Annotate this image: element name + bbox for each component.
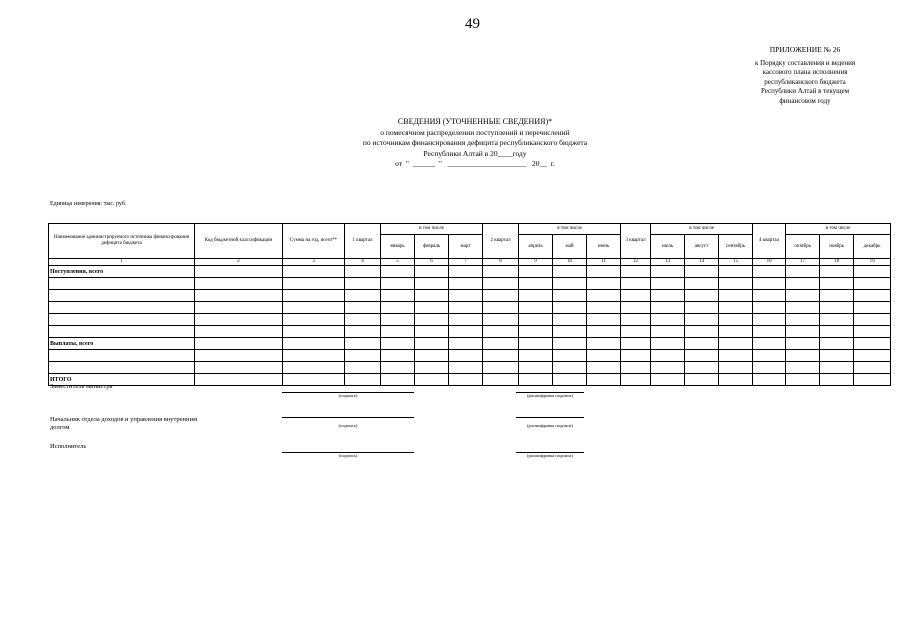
table-cell [786, 266, 820, 278]
column-number: 15 [719, 259, 753, 266]
signature-name-line [516, 417, 584, 418]
appendix-line: к Порядку составления и ведения [754, 58, 856, 67]
table-row [49, 290, 891, 302]
table-cell [651, 326, 685, 338]
table-row [49, 362, 891, 374]
table-cell [587, 278, 621, 290]
column-number: 10 [553, 259, 587, 266]
table-cell [553, 290, 587, 302]
table-cell [449, 374, 483, 386]
appendix-line: кассового плана исполнения [762, 68, 848, 76]
signature-name-caption: (расшифровка подписи) [527, 393, 573, 398]
header-in-total: в том числе [651, 224, 753, 235]
column-number: 14 [685, 259, 719, 266]
table-cell [651, 362, 685, 374]
row-label [49, 278, 195, 290]
header-name: Наименование администрируемого источника финансирования дефицита бюджета [49, 224, 195, 259]
table-cell [483, 278, 519, 290]
table-cell [449, 314, 483, 326]
signature-role: Начальник отдела доходов и управления внутренним долгом [50, 416, 198, 431]
table-cell [854, 374, 891, 386]
column-number: 16 [753, 259, 786, 266]
table-cell [415, 338, 449, 350]
table-cell [345, 278, 381, 290]
table-cell [483, 350, 519, 362]
table-cell [553, 362, 587, 374]
heading-line: по источникам финансирования дефицита республиканского бюджета [362, 138, 588, 147]
table-cell [753, 290, 786, 302]
table-cell [651, 266, 685, 278]
column-number: 5 [381, 259, 415, 266]
table-cell [283, 350, 345, 362]
table-row [49, 314, 891, 326]
table-cell [786, 290, 820, 302]
table-cell [381, 278, 415, 290]
column-number: 12 [621, 259, 651, 266]
column-number: 4 [345, 259, 381, 266]
table-cell [621, 266, 651, 278]
header-month: апрель [519, 235, 553, 259]
table-cell [195, 290, 283, 302]
table-cell [786, 362, 820, 374]
table-cell [519, 266, 553, 278]
table-cell [519, 326, 553, 338]
document-title: СВЕДЕНИЯ (УТОЧНЕННЫЕ СВЕДЕНИЯ)* [397, 117, 553, 126]
table-cell [820, 362, 854, 374]
header-month: февраль [415, 235, 449, 259]
table-cell [381, 302, 415, 314]
table-cell [719, 302, 753, 314]
column-number: 9 [519, 259, 553, 266]
table-cell [345, 302, 381, 314]
table-cell [345, 314, 381, 326]
report-table [48, 223, 891, 386]
table-cell [820, 338, 854, 350]
header-code: Код бюджетной классификации [195, 224, 283, 259]
table-cell [753, 374, 786, 386]
table-cell [786, 278, 820, 290]
table-cell [587, 290, 621, 302]
signature-line [282, 417, 414, 418]
table-cell [753, 314, 786, 326]
table-cell [587, 302, 621, 314]
table-cell [195, 350, 283, 362]
table-cell [854, 350, 891, 362]
row-label [49, 350, 195, 362]
table-cell [820, 278, 854, 290]
table-cell [621, 302, 651, 314]
table-cell [719, 326, 753, 338]
header-in-total: в том числе [519, 224, 621, 235]
table-row [49, 326, 891, 338]
table-cell [483, 290, 519, 302]
table-cell [719, 314, 753, 326]
appendix-line: финансовом году [779, 96, 831, 105]
appendix-block [735, 45, 875, 106]
heading-line: о помесячном распределении поступлений и перечислений [380, 127, 570, 137]
table-cell [381, 314, 415, 326]
table-cell [283, 278, 345, 290]
column-number: 3 [283, 259, 345, 266]
table-cell [381, 326, 415, 338]
table-cell [483, 362, 519, 374]
header-month: сентябрь [719, 235, 753, 259]
table-cell [195, 374, 283, 386]
header-month: ноябрь [820, 235, 854, 259]
table-cell [587, 314, 621, 326]
row-label [49, 302, 195, 314]
table-cell [786, 302, 820, 314]
header-month: декабрь [854, 235, 891, 259]
table-cell [345, 266, 381, 278]
column-number: 1 [49, 259, 195, 266]
column-number: 6 [415, 259, 449, 266]
table-cell [820, 350, 854, 362]
appendix-title: ПРИЛОЖЕНИЕ № 26 [769, 45, 841, 54]
table-cell [719, 278, 753, 290]
signature-caption: (подпись) [338, 453, 358, 458]
table-cell [753, 338, 786, 350]
table-cell [854, 278, 891, 290]
table-cell [651, 278, 685, 290]
page-number: 49 [465, 16, 480, 32]
table-cell [719, 374, 753, 386]
header-in-total: в том числе [381, 224, 483, 235]
table-cell [553, 266, 587, 278]
table-cell [283, 290, 345, 302]
table-cell [345, 374, 381, 386]
signature-name-caption: (расшифровка подписи) [527, 423, 573, 428]
header-month: июль [651, 235, 685, 259]
table-cell [519, 314, 553, 326]
table-cell [195, 362, 283, 374]
heading-line: Республики Алтай в 20____году [423, 148, 527, 158]
table-cell [820, 290, 854, 302]
column-number-row [49, 259, 891, 266]
table-cell [415, 326, 449, 338]
table-row [49, 350, 891, 362]
table-cell [651, 374, 685, 386]
table-cell [345, 350, 381, 362]
table-cell [381, 266, 415, 278]
table-cell [685, 278, 719, 290]
table-cell [483, 338, 519, 350]
table-cell [553, 338, 587, 350]
table-cell [685, 266, 719, 278]
table-cell [519, 374, 553, 386]
signature-name-caption: (расшифровка подписи) [527, 453, 573, 458]
header-month: январь [381, 235, 415, 259]
table-cell [621, 362, 651, 374]
signature-caption: (подпись) [338, 393, 358, 398]
header-month: март [449, 235, 483, 259]
table-cell [415, 314, 449, 326]
table-cell [519, 362, 553, 374]
table-cell [685, 374, 719, 386]
table-cell [719, 338, 753, 350]
table-cell [854, 314, 891, 326]
table-cell [519, 302, 553, 314]
table-cell [820, 302, 854, 314]
table-cell [519, 350, 553, 362]
table-cell [345, 326, 381, 338]
table-cell [449, 290, 483, 302]
table-cell [345, 362, 381, 374]
table-cell [519, 338, 553, 350]
table-cell [786, 338, 820, 350]
header-month: август [685, 235, 719, 259]
table-cell [685, 362, 719, 374]
table-cell [195, 314, 283, 326]
table-cell [553, 314, 587, 326]
table-cell [753, 302, 786, 314]
table-cell [483, 326, 519, 338]
table-cell [483, 314, 519, 326]
table-cell [415, 302, 449, 314]
table-cell [195, 302, 283, 314]
signature-caption: (подпись) [338, 423, 358, 428]
table-cell [621, 314, 651, 326]
header-quarter-4: 4 квартал [753, 224, 786, 259]
table-cell [415, 374, 449, 386]
header-sum: Сумма на год, всего** [283, 224, 345, 259]
table-cell [449, 362, 483, 374]
table-cell [786, 314, 820, 326]
table-cell [449, 302, 483, 314]
table-cell [753, 326, 786, 338]
table-cell [195, 338, 283, 350]
table-cell [786, 374, 820, 386]
row-label [49, 326, 195, 338]
table-cell [621, 338, 651, 350]
header-in-total: в том числе [786, 224, 891, 235]
table-cell [685, 314, 719, 326]
table-cell [415, 350, 449, 362]
table-cell [719, 290, 753, 302]
document-heading [275, 117, 675, 170]
header-quarter-3: 3 квартал [621, 224, 651, 259]
table-cell [345, 338, 381, 350]
table-cell [854, 266, 891, 278]
table-cell [553, 350, 587, 362]
table-cell [685, 338, 719, 350]
table-cell [587, 266, 621, 278]
table-cell [415, 290, 449, 302]
table-cell [553, 302, 587, 314]
column-number: 18 [820, 259, 854, 266]
table-cell [651, 290, 685, 302]
table-cell [651, 314, 685, 326]
table-cell [786, 326, 820, 338]
table-cell [449, 350, 483, 362]
table-cell [621, 374, 651, 386]
header-month: май [553, 235, 587, 259]
table-cell [753, 350, 786, 362]
table-cell [195, 326, 283, 338]
table-cell [753, 362, 786, 374]
table-cell [483, 302, 519, 314]
column-number: 17 [786, 259, 820, 266]
table-cell [685, 326, 719, 338]
row-label [49, 314, 195, 326]
table-cell [283, 362, 345, 374]
table-cell [587, 338, 621, 350]
table-cell [854, 290, 891, 302]
header-quarter-1: 1 квартал [345, 224, 381, 259]
table-cell [651, 350, 685, 362]
row-label: Выплаты, всего [49, 338, 195, 350]
table-cell [621, 278, 651, 290]
table-cell [651, 338, 685, 350]
signature-role: Заместитель министра [50, 383, 113, 390]
table-cell [854, 326, 891, 338]
row-label [49, 290, 195, 302]
table-cell [283, 374, 345, 386]
table-cell [587, 362, 621, 374]
table-cell [587, 374, 621, 386]
table-cell [449, 338, 483, 350]
table-cell [415, 362, 449, 374]
unit-of-measure: Единица измерения: тыс. руб. [50, 201, 127, 207]
table-row [49, 302, 891, 314]
date-line: от " ______ " _____________________ 20__ г. [395, 159, 555, 168]
table-cell [621, 290, 651, 302]
table-cell [195, 266, 283, 278]
appendix-line: республиканского бюджета [764, 77, 846, 86]
table-cell [621, 326, 651, 338]
table-cell [381, 338, 415, 350]
table-cell [283, 314, 345, 326]
table-cell [820, 374, 854, 386]
column-number: 7 [449, 259, 483, 266]
header-month: октябрь [786, 235, 820, 259]
table-cell [587, 350, 621, 362]
column-number: 2 [195, 259, 283, 266]
header-quarter-2: 2 квартал [483, 224, 519, 259]
table-body [49, 259, 891, 386]
table-cell [753, 278, 786, 290]
table-cell [381, 350, 415, 362]
signature-role: Исполнитель [50, 443, 87, 450]
table-cell [381, 290, 415, 302]
table-cell [519, 290, 553, 302]
table-row [49, 278, 891, 290]
row-label [49, 362, 195, 374]
table-cell [553, 374, 587, 386]
table-cell [553, 278, 587, 290]
table-cell [854, 338, 891, 350]
table-cell [621, 350, 651, 362]
table-cell [685, 302, 719, 314]
column-number: 11 [587, 259, 621, 266]
row-label: ИТОГО [49, 374, 195, 386]
table-cell [283, 266, 345, 278]
table-cell [854, 302, 891, 314]
table-cell [483, 374, 519, 386]
table-cell [820, 314, 854, 326]
table-cell [854, 362, 891, 374]
table-cell [820, 326, 854, 338]
table-cell [786, 350, 820, 362]
table-cell [719, 266, 753, 278]
table-cell [283, 302, 345, 314]
table-cell [820, 266, 854, 278]
table-cell [719, 350, 753, 362]
table-cell [283, 338, 345, 350]
header-month: июнь [587, 235, 621, 259]
appendix-line: Республики Алтай в текущем [760, 87, 850, 95]
table-cell [553, 326, 587, 338]
table-cell [753, 266, 786, 278]
table-cell [587, 326, 621, 338]
table-cell [415, 266, 449, 278]
table-cell [519, 278, 553, 290]
table-cell [483, 266, 519, 278]
table-cell [449, 326, 483, 338]
table-cell [195, 278, 283, 290]
column-number: 8 [483, 259, 519, 266]
column-number: 13 [651, 259, 685, 266]
table-row [49, 266, 891, 278]
row-label: Поступления, всего [49, 266, 195, 278]
table-cell [685, 290, 719, 302]
table-cell [345, 290, 381, 302]
column-number: 19 [854, 259, 891, 266]
table-cell [719, 362, 753, 374]
table-cell [449, 278, 483, 290]
table-cell [685, 350, 719, 362]
table-cell [651, 302, 685, 314]
table-cell [381, 374, 415, 386]
table-cell [283, 326, 345, 338]
table-cell [381, 362, 415, 374]
table-cell [415, 278, 449, 290]
table-row [49, 338, 891, 350]
table-cell [449, 266, 483, 278]
